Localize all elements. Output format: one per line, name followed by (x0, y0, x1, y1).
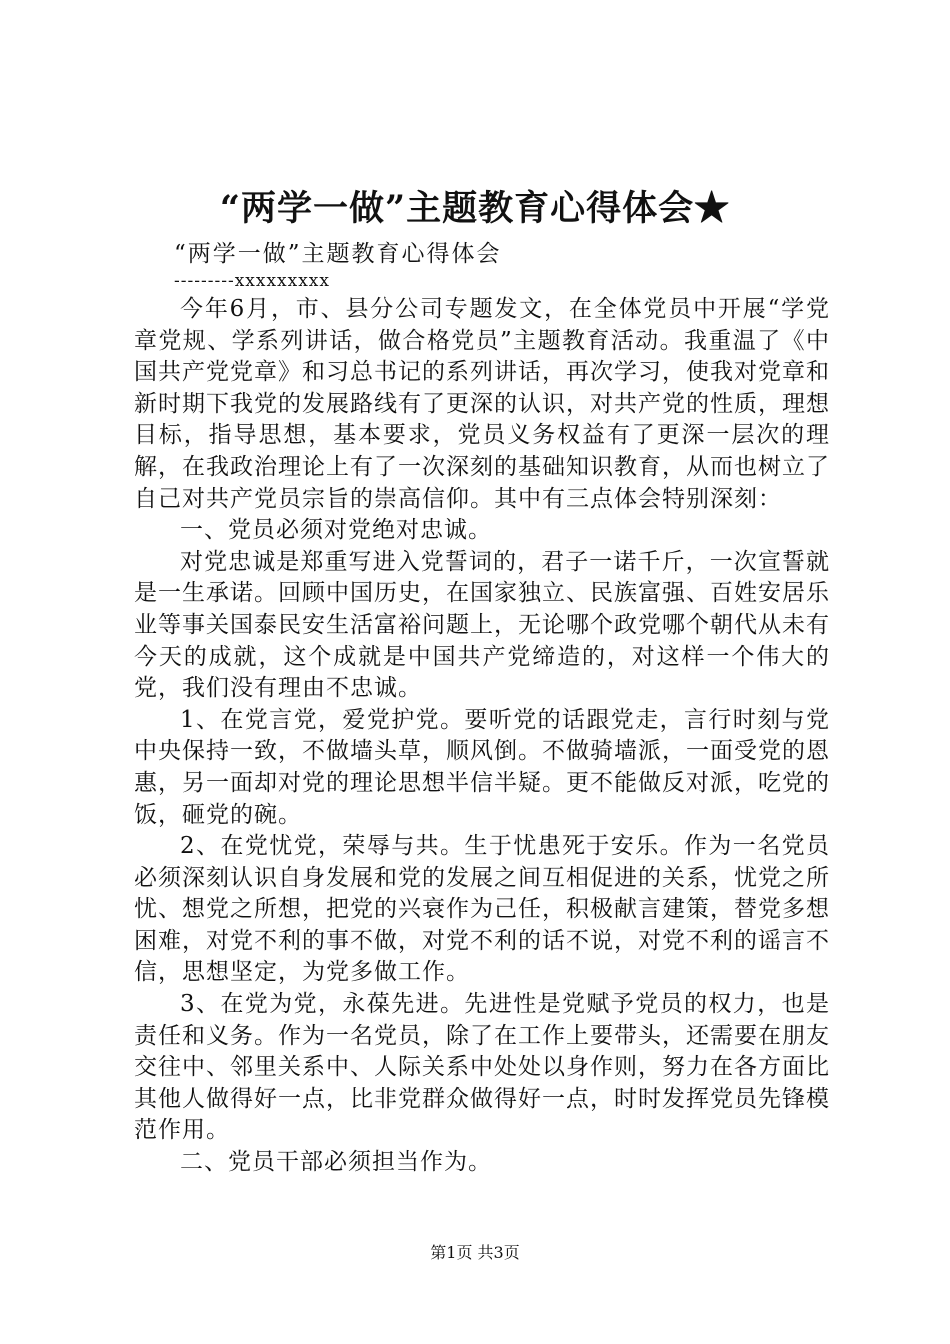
paragraph-point-3: 3、在党为党，永葆先进。先进性是党赋予党员的权力，也是责任和义务。作为一名党员，除了在工作上要带头，还需要在朋友交往中、邻里关系中、人际关系中处处以身作则，努力在各方面比其他人做得好一点，比非党群众做得好一点，时时发挥党员先锋模范作用。 (134, 991, 830, 1144)
paragraph-loyalty: 对党忠诚是郑重写进入党誓词的，君子一诺千斤，一次宣誓就是一生承诺。回顾中国历史，在国家独立、民族富强、百姓安居乐业等事关国泰民安生活富裕问题上，无论哪个政党哪个朝代从未有今天的成就，这个成就是中国共产党缔造的，对这样一个伟大的党，我们没有理由不忠诚。 (134, 548, 830, 702)
section-heading-1: 一、党员必须对党绝对忠诚。 (180, 517, 492, 544)
document-body (134, 240, 830, 1179)
page-footer: 第1页 共3页 (430, 1243, 520, 1262)
paragraph-intro: 今年6月，市、县分公司专题发文，在全体党员中开展“学党章党规、学系列讲话，做合格党员”主题教育活动。我重温了《中国共产党党章》和习总书记的系列讲话，再次学习，使我对党章和新时期下我党的发展路线有了更深的认识，对共产党的性质，理想目标，指导思想，基本要求，党员义务权益有了更深一层次的理解，在我政治理论上有了一次深刻的基础知识教育，从而也树立了自己对共产党员宗旨的崇高信仰。其中有三点体会特别深刻： (134, 296, 830, 512)
author-line: ---------xxxxxxxxx (174, 271, 330, 291)
section-heading-2: 二、党员干部必须担当作为。 (180, 1149, 492, 1176)
document-subtitle: “两学一做”主题教育心得体会 (174, 241, 502, 267)
paragraph-point-1: 1、在党言党，爱党护党。要听党的话跟党走，言行时刻与党中央保持一致，不做墙头草，顺风倒。不做骑墙派，一面受党的恩惠，另一面却对党的理论思想半信半疑。更不能做反对派，吃党的饭，砸党的碗。 (134, 706, 830, 828)
document-title: “两学一做”主题教育心得体会★ (219, 188, 731, 229)
paragraph-point-2: 2、在党忧党，荣辱与共。生于忧患死于安乐。作为一名党员必须深刻认识自身发展和党的发展之间互相促进的关系，忧党之所忧、想党之所想，把党的兴衰作为己任，积极献言建策，替党多想困难，对党不利的事不做，对党不利的话不说，对党不利的谣言不信，思想坚定，为党多做工作。 (134, 833, 830, 986)
